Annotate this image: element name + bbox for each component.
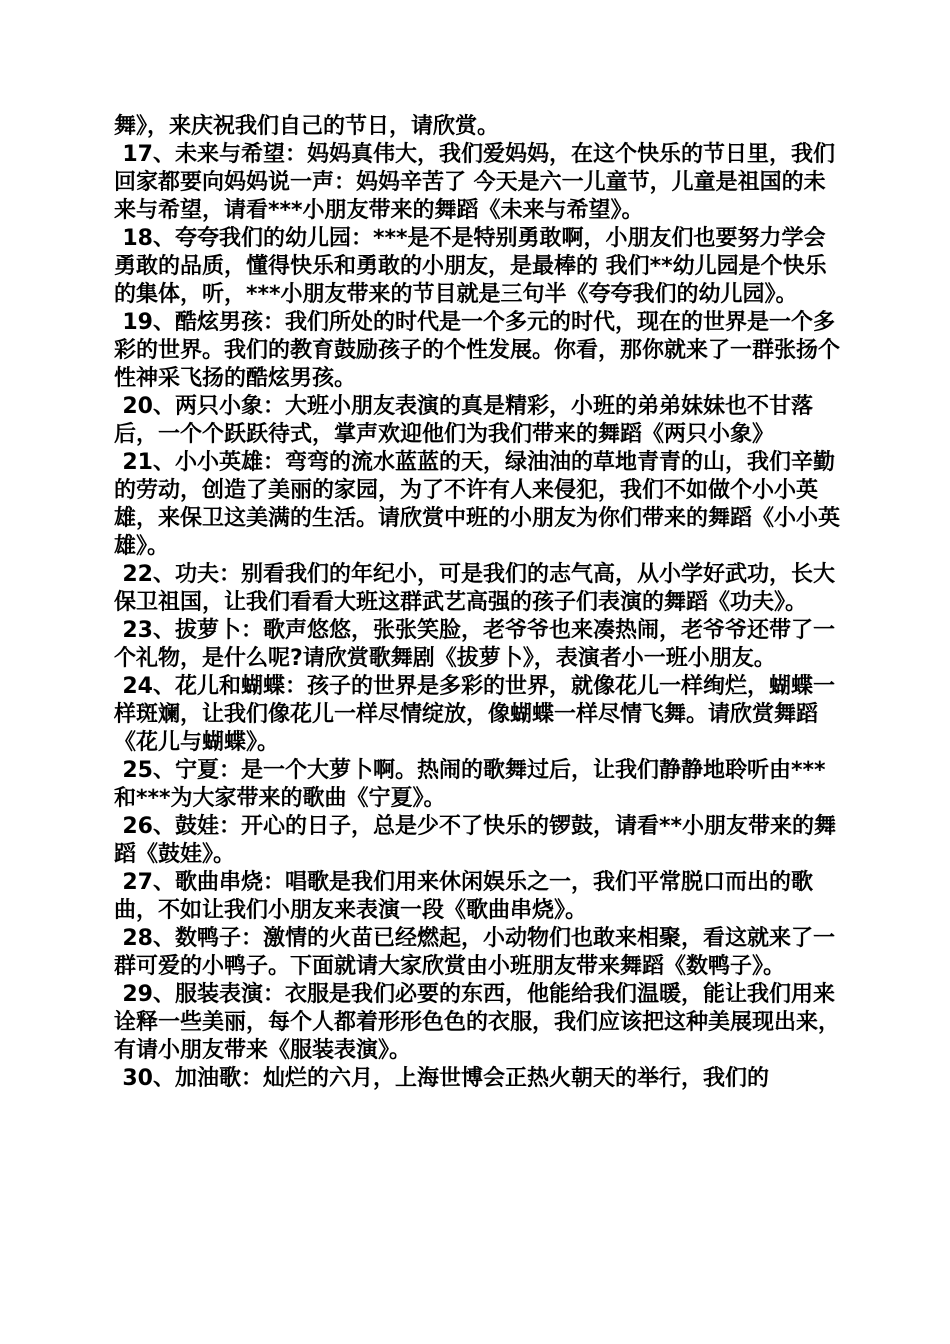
paragraph-17 (114, 141, 844, 225)
paragraph-19 (114, 309, 844, 393)
paragraph-text: 舞》，来庆祝我们自己的节日，请欣赏。 (114, 114, 500, 139)
paragraph-28 (114, 925, 844, 981)
paragraph-24 (114, 673, 844, 757)
paragraph-text: 、鼓娃：开心的日子，总是少不了快乐的锣鼓，请看**小朋友带来的舞蹈《鼓娃》。 (114, 814, 836, 867)
paragraph-number: 23 (122, 618, 153, 643)
paragraph-16-continuation (114, 113, 844, 141)
paragraph-20 (114, 393, 844, 449)
paragraph-text: 、小小英雄：弯弯的流水蓝蓝的天，绿油油的草地青青的山，我们辛勤的劳动，创造了美丽的家园，为了不许有人来侵犯，我们不如做个小小英雄，来保卫这美满的生活。请欣赏中班的小朋友为你们带来的舞蹈《小小英雄》。 (114, 450, 841, 559)
paragraph-23 (114, 617, 844, 673)
paragraph-number: 19 (122, 310, 153, 335)
paragraph-27 (114, 869, 844, 925)
paragraph-29 (114, 981, 844, 1065)
paragraph-26 (114, 813, 844, 869)
paragraph-number: 17 (122, 142, 153, 167)
paragraph-number: 21 (122, 450, 153, 475)
paragraph-number: 27 (122, 870, 153, 895)
paragraph-number: 25 (122, 758, 153, 783)
paragraph-text: 、夸夸我们的幼儿园：***是不是特别勇敢啊，小朋友们也要努力学会勇敢的品质，懂得快乐和勇敢的小朋友，是最棒的 我们**幼儿园是个快乐的集体，听，***小朋友带来的节目就是三句半《夸夸我们的幼儿园》。 (114, 226, 827, 307)
paragraph-text: 、花儿和蝴蝶：孩子的世界是多彩的世界，就像花儿一样绚烂，蝴蝶一样斑斓，让我们像花儿一样尽情绽放，像蝴蝶一样尽情飞舞。请欣赏舞蹈《花儿与蝴蝶》。 (114, 674, 835, 755)
paragraph-number: 24 (122, 674, 153, 699)
document-body (114, 113, 844, 1093)
paragraph-number: 26 (122, 814, 153, 839)
paragraph-number: 30 (122, 1066, 153, 1091)
paragraph-number: 20 (122, 394, 153, 419)
paragraph-number: 18 (122, 226, 153, 251)
paragraph-number: 28 (122, 926, 153, 951)
paragraph-18 (114, 225, 844, 309)
paragraph-text: 、歌曲串烧：唱歌是我们用来休闲娱乐之一，我们平常脱口而出的歌曲，不如让我们小朋友来表演一段《歌曲串烧》。 (114, 870, 813, 923)
paragraph-30 (114, 1065, 844, 1093)
paragraph-25 (114, 757, 844, 813)
paragraph-text: 、数鸭子：激情的火苗已经燃起，小动物们也敢来相聚，看这就来了一群可爱的小鸭子。下面就请大家欣赏由小班朋友带来舞蹈《数鸭子》。 (114, 926, 835, 979)
paragraph-text: 、拔萝卜：歌声悠悠，张张笑脸，老爷爷也来凑热闹，老爷爷还带了一个礼物，是什么呢?请欣赏歌舞剧《拔萝卜》，表演者小一班小朋友。 (114, 618, 835, 671)
paragraph-22 (114, 561, 844, 617)
paragraph-text: 、功夫：别看我们的年纪小，可是我们的志气高，从小学好武功，长大保卫祖国，让我们看看大班这群武艺高强的孩子们表演的舞蹈《功夫》。 (114, 562, 835, 615)
paragraph-number: 22 (122, 562, 153, 587)
paragraph-number: 29 (122, 982, 153, 1007)
paragraph-text: 、加油歌：灿烂的六月，上海世博会正热火朝天的举行，我们的 (152, 1066, 769, 1091)
paragraph-text: 、酷炫男孩：我们所处的时代是一个多元的时代，现在的世界是一个多彩的世界。我们的教育鼓励孩子的个性发展。你看，那你就来了一群张扬个性神采飞扬的酷炫男孩。 (114, 310, 841, 391)
paragraph-21 (114, 449, 844, 561)
paragraph-text: 、未来与希望：妈妈真伟大，我们爱妈妈，在这个快乐的节日里，我们回家都要向妈妈说一声：妈妈辛苦了 今天是六一儿童节，儿童是祖国的未来与希望，请看***小朋友带来的舞蹈《未来与希望》。 (114, 142, 835, 223)
paragraph-text: 、两只小象：大班小朋友表演的真是精彩，小班的弟弟妹妹也不甘落后，一个个跃跃待式，掌声欢迎他们为我们带来的舞蹈《两只小象》 (114, 394, 813, 447)
paragraph-text: 、宁夏：是一个大萝卜啊。热闹的歌舞过后，让我们静静地聆听由***和***为大家带来的歌曲《宁夏》。 (114, 758, 826, 811)
paragraph-text: 、服装表演：衣服是我们必要的东西，他能给我们温暖，能让我们用来诠释一些美丽，每个人都着形形色色的衣服，我们应该把这种美展现出来，有请小朋友带来《服装表演》。 (114, 982, 841, 1063)
